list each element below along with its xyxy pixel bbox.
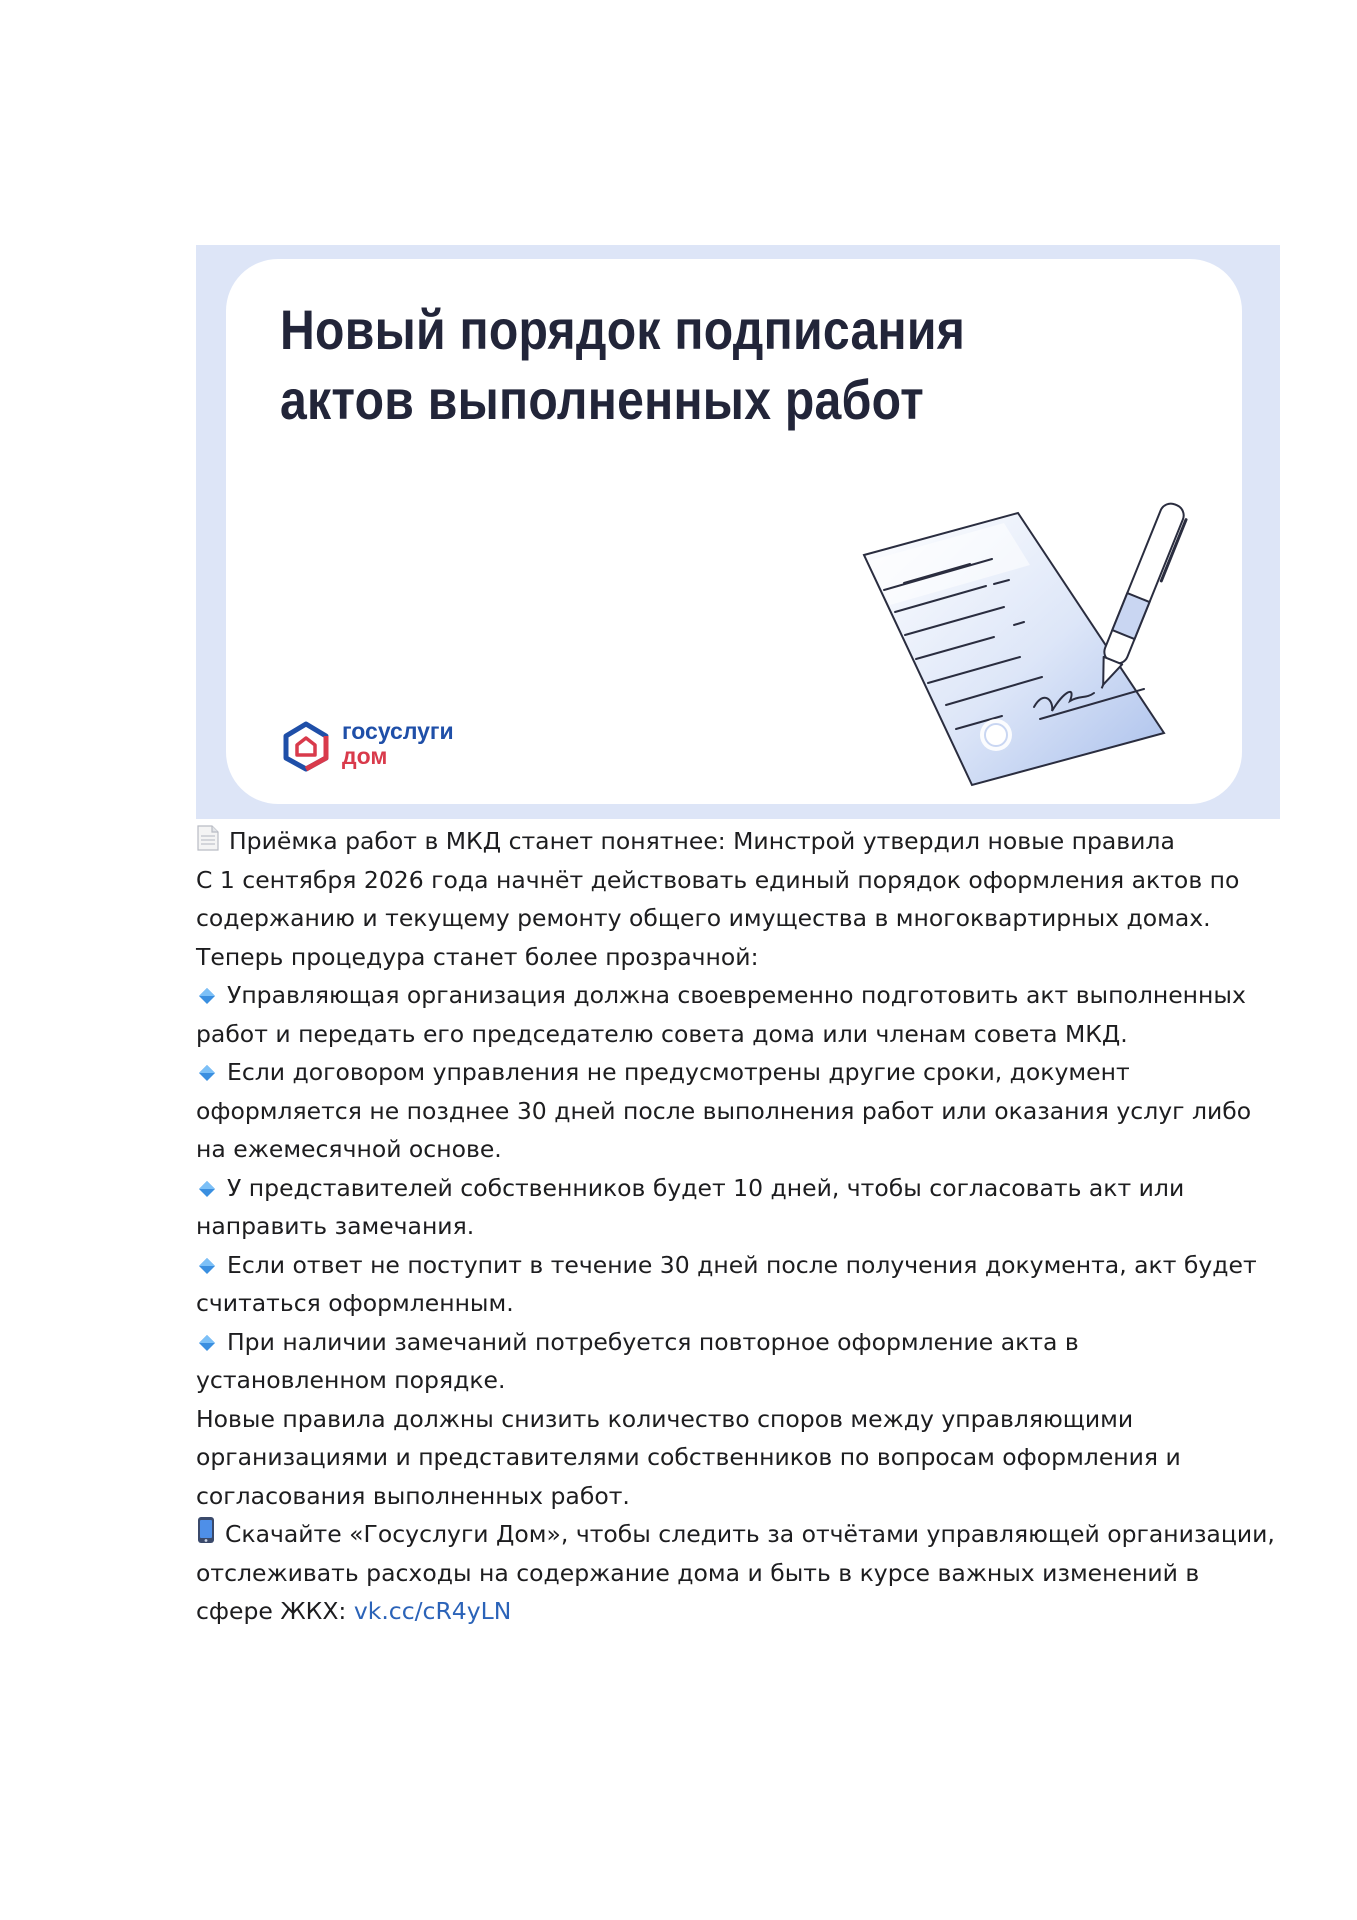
bullet-item xyxy=(196,976,1276,1053)
small-blue-diamond-icon xyxy=(196,1334,218,1352)
logo-text-dom: дом xyxy=(342,743,388,769)
bullet-item xyxy=(196,1169,1276,1246)
app-download-link[interactable]: vk.cc/cR4yLN xyxy=(353,1597,512,1625)
post-headline-text: Приёмка работ в МКД станет понятнее: Минстрой утвердил новые правила xyxy=(229,827,1175,855)
post-headline xyxy=(196,822,1276,861)
logo-text xyxy=(342,719,454,769)
bullet-item xyxy=(196,1323,1276,1400)
post-summary: Новые правила должны снизить количество споров между управляющими организациями и представителями собственников по вопросам оформления и согласования выполненных работ. xyxy=(196,1404,1181,1510)
signing-document-illustration xyxy=(844,479,1212,799)
gosuslugi-dom-logo xyxy=(278,717,498,777)
post-cta xyxy=(196,1515,1276,1631)
bullet-item xyxy=(196,1053,1276,1169)
post-lead: Теперь процедура станет более прозрачной: xyxy=(196,942,759,971)
post-text xyxy=(196,822,1276,1631)
house-logo-icon xyxy=(278,717,334,773)
bullet-text: Если договором управления не предусмотрены другие сроки, документ оформляется не позднее 30 дней после выполнения работ или оказания услуг либо на ежемесячной основе. xyxy=(196,1058,1252,1163)
mobile-phone-icon xyxy=(196,1516,216,1544)
banner-title-line1: Новый порядок подписания xyxy=(280,298,966,361)
small-blue-diamond-icon xyxy=(196,987,218,1005)
pen-icon xyxy=(1091,500,1190,694)
small-blue-diamond-icon xyxy=(196,1180,218,1198)
small-blue-diamond-icon xyxy=(196,1257,218,1275)
post-intro: С 1 сентября 2026 года начнёт действовать единый порядок оформления актов по содержанию и текущему ремонту общего имущества в многоквартирных домах. xyxy=(196,865,1240,932)
cta-text: Скачайте «Госуслуги Дом», чтобы следить за отчётами управляющей организации, отслеживать расходы на содержание дома и быть в курсе важных изменений в сфере ЖКХ: xyxy=(196,1520,1275,1625)
bullet-text: Если ответ не поступит в течение 30 дней после получения документа, акт будет считаться оформленным. xyxy=(196,1250,1257,1317)
banner-card xyxy=(226,259,1242,804)
bullet-text: У представителей собственников будет 10 дней, чтобы согласовать акт или направить замечания. xyxy=(196,1173,1185,1240)
bullet-text: При наличии замечаний потребуется повторное оформление акта в установленном порядке. xyxy=(196,1327,1079,1394)
banner xyxy=(196,245,1280,819)
logo-text-gosuslugi: госуслуги xyxy=(342,718,454,744)
bullet-text: Управляющая организация должна своевременно подготовить акт выполненных работ и передать его председателю совета дома или членам совета МКД. xyxy=(196,981,1246,1048)
small-blue-diamond-icon xyxy=(196,1064,218,1082)
bullet-item xyxy=(196,1246,1276,1323)
page-icon xyxy=(196,825,220,851)
banner-title-line2: актов выполненных работ xyxy=(280,368,924,431)
banner-title xyxy=(280,295,965,435)
